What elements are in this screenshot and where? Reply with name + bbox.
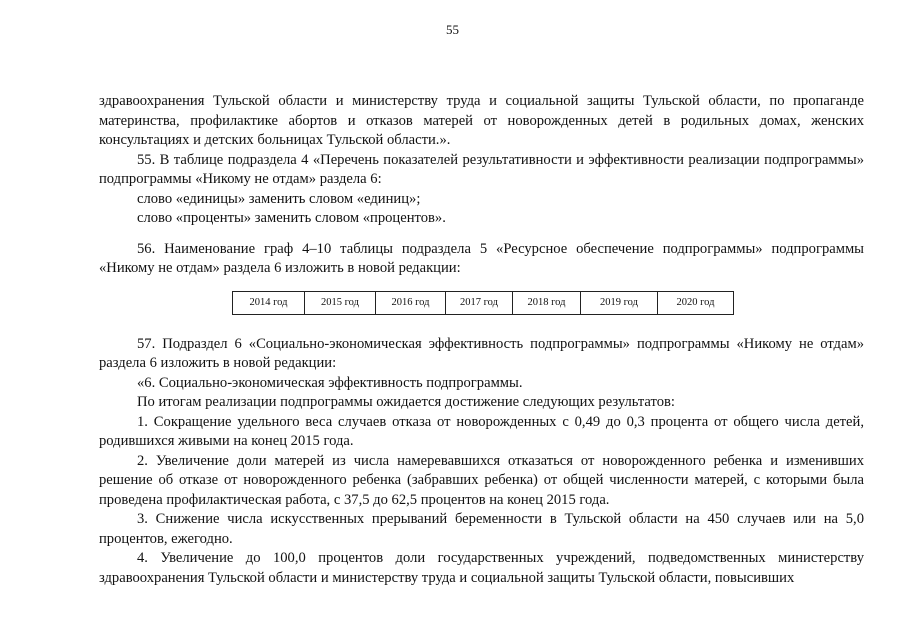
table-cell-year: 2020 год [658, 291, 734, 314]
table-cell-year: 2014 год [233, 291, 305, 314]
paragraph-continuation: здравоохранения Тульской области и министерству труда и социальной защиты Тульской области, по пропаганде материнства, профилактике абортов и отказов матерей от новорожденных детей в родильных домах, женских консультациях и детских больницах Тульской области.». [99, 93, 864, 148]
subsection-heading: «6. Социально-экономическая эффективность подпрограммы. [137, 374, 523, 391]
result-item-4: 4. Увеличение до 100,0 процентов доли государственных учреждений, подведомственных министерству здравоохранения Тульской области и министерству труда и социальной защиты Тульской области, повысивших [99, 550, 864, 586]
paragraph-item-57: 57. Подраздел 6 «Социально-экономическая эффективность подпрограммы» подпрограммы «Никому не отдам» раздела 6 изложить в новой редакции: [99, 335, 864, 371]
result-item-2: 2. Увеличение доли матерей из числа намеревавшихся отказаться от новорожденного ребенка и изменивших решение об отказе от новорожденного ребенка (забравших ребенка) от общей численности матерей, с которыми была проведена профилактическая работа, с 37,5 до 62,5 процентов на конец 2015 года. [99, 452, 864, 508]
spacer [99, 229, 864, 240]
table-cell-year: 2018 год [513, 291, 581, 314]
result-item-1: 1. Сокращение удельного веса случаев отказа от новорожденных с 0,49 до 0,3 процента от общего числа детей, родившихся живыми на конец 2015 года. [99, 413, 864, 449]
table-cell-year: 2015 год [305, 291, 376, 314]
result-item-3: 3. Снижение числа искусственных прерываний беременности в Тульской области на 450 случаев или на 5,0 процентов, ежегодно. [99, 511, 864, 547]
paragraph-item-55-units: слово «единицы» заменить словом «единиц»; [137, 190, 421, 207]
paragraph-results-intro: По итогам реализации подпрограммы ожидается достижение следующих результатов: [137, 394, 675, 410]
table-cell-year: 2016 год [376, 291, 446, 314]
paragraph-item-56: 56. Наименование граф 4–10 таблицы подраздела 5 «Ресурсное обеспечение подпрограммы» подпрограммы «Никому не отдам» раздела 6 изложить в новой редакции: [99, 240, 864, 276]
table-row [233, 291, 734, 314]
spacer [99, 315, 864, 335]
table-cell-year: 2019 год [581, 291, 658, 314]
document-body [99, 92, 864, 588]
paragraph-item-55: 55. В таблице подраздела 4 «Перечень показателей результативности и эффективности реализации подпрограммы» подпрограммы «Никому не отдам» раздела 6: [99, 151, 864, 187]
page-number: 55 [446, 22, 459, 37]
table-cell-year: 2017 год [446, 291, 513, 314]
year-columns-table [232, 291, 734, 315]
paragraph-item-55-percent: слово «проценты» заменить словом «процентов». [137, 210, 446, 226]
spacer [99, 279, 864, 291]
